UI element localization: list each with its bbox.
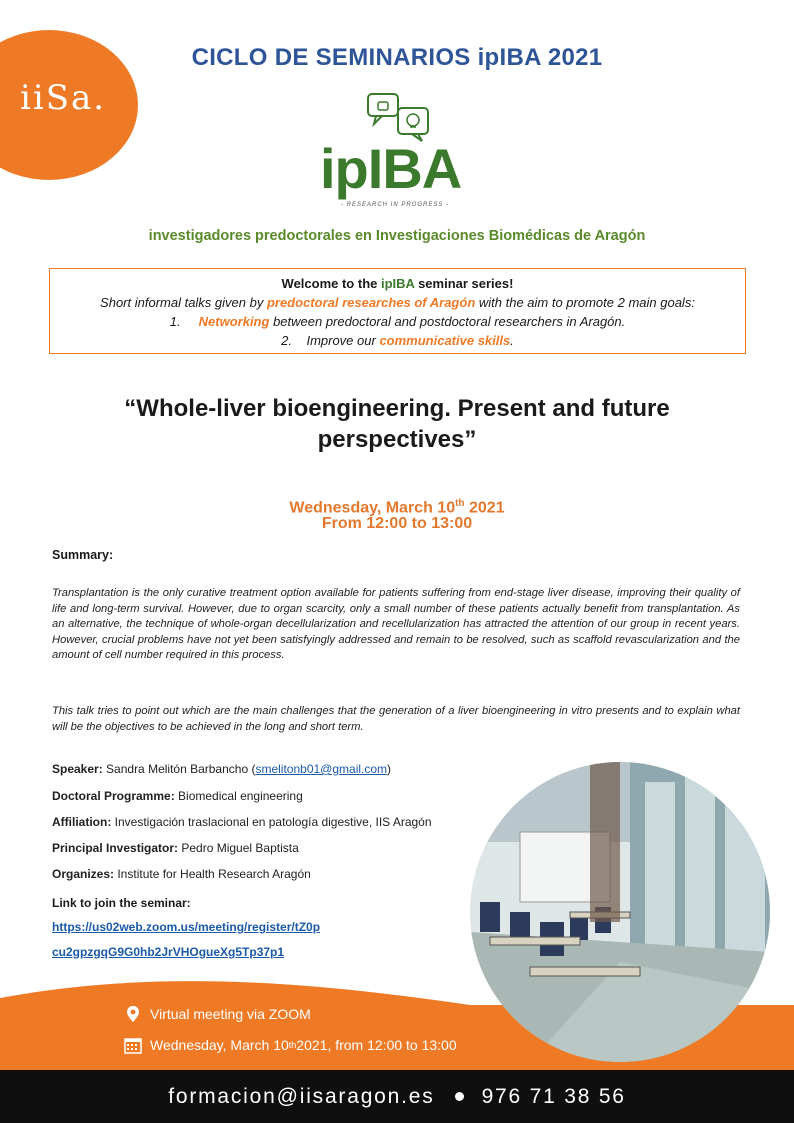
welcome-description [50,293,745,312]
join-label: Link to join the seminar: [52,896,191,910]
welcome-brand: ipIBA [380,276,415,291]
talk-title [60,393,734,455]
goal-item-1 [50,312,745,331]
goal-highlight: communicative skills [379,333,511,348]
join-link-continued[interactable]: cu2gpzgqG9G0hb2JrVHOgueXg5Tp37p1 [52,945,285,959]
organizes-label: Organizes: [52,867,115,881]
goal-highlight: Networking [198,314,270,329]
affiliation-value: Investigación traslacional en patología digestive, IIS Aragón [111,815,432,829]
affiliation-label: Affiliation: [52,815,112,829]
speaker-label: Speaker: [52,762,103,776]
speaker-close-paren: ) [387,762,392,776]
pi-value: Pedro Miguel Baptista [178,841,299,855]
ipiba-logo-tagline: - RESEARCH IN PROGRESS - [340,202,449,208]
programme-row [52,789,303,803]
programme-label: Doctoral Programme: [52,789,175,803]
ipiba-logo-wordmark: ipIBA [320,137,462,200]
welcome-desc-text: Short informal talks given by [100,295,267,310]
meeting-date-suffix: th [288,1040,297,1050]
summary-paragraph-1: Transplantation is the only curative treatment option available for patients suffering from end-stage liver disease, improving their quality of life and long-term survival. However, due to organ scarcity, only a small number of these patients actually benefit from transplantation. As an alternative, the technique of whole-organ decellularization and recellularization has attracted the attention of our group in recent years. However, crucial problems have not yet been satisfyingly addressed and remain to be resolved, such as scaffold revascularization and the amount of cell number required in this process. [52,587,740,661]
join-link[interactable]: https://us02web.zoom.us/meeting/register/tZ0p [52,920,321,934]
footer-email[interactable]: formacion@iisaragon.es [168,1084,435,1108]
goal-number: 2. [281,333,292,348]
institute-logo-text: iiSa. [20,78,107,118]
goal-number: 1. [169,314,181,329]
goal-item-2 [50,331,745,350]
meeting-datetime [124,1036,457,1054]
bullet-dot-icon [455,1092,464,1101]
talk-title-line-2: perspectives” [317,426,477,453]
meeting-date-rest: 2021, from 12:00 to 13:00 [296,1037,457,1053]
pi-label: Principal Investigator: [52,841,179,855]
lecture-room-photo [470,762,770,1062]
footer-bar [0,1070,794,1123]
welcome-heading-end: seminar series! [414,276,514,291]
affiliation-row [52,815,432,829]
meeting-location [124,1005,311,1023]
speaker-row [52,762,391,776]
location-pin-icon [124,1005,142,1023]
talk-title-line-1: “Whole-liver bioengineering. Present and future [124,395,670,422]
goal-text: between predoctoral and postdoctoral researchers in Aragón. [269,314,626,329]
organization-subtitle: investigadores predoctorales en Investigaciones Biomédicas de Aragón [148,228,646,244]
welcome-desc-end: with the aim to promote 2 main goals: [475,295,695,310]
organizes-value: Institute for Health Research Aragón [114,867,311,881]
summary-paragraph-2: This talk tries to point out which are the main challenges that the generation of a liver bioengineering in vitro presents and to explain what will be the objectives to be achieved in the long and short term. [52,705,740,733]
meeting-location-text: Virtual meeting via ZOOM [150,1006,311,1022]
speech-bubbles-icon [366,92,432,142]
principal-investigator-row [52,841,299,855]
meeting-date-text: Wednesday, March 10 [150,1037,289,1053]
talk-date-text: Wednesday, March 10 [289,499,456,517]
welcome-heading [50,274,745,293]
footer-phone[interactable]: 976 71 38 56 [481,1084,626,1108]
speaker-name: Sandra Melitón Barbancho ( [102,762,256,776]
programme-value: Biomedical engineering [174,789,303,803]
goal-text: Improve our [306,333,380,348]
welcome-desc-highlight: predoctoral researches of Aragón [266,295,476,310]
goal-text-end: . [510,333,514,348]
talk-date-suffix: th [455,498,465,509]
organizes-row [52,867,311,881]
welcome-heading-text: Welcome to the [281,276,381,291]
summary-label: Summary: [52,548,114,562]
series-title: CICLO DE SEMINARIOS ipIBA 2021 [191,44,603,71]
welcome-box [49,268,746,354]
calendar-icon [124,1036,142,1054]
talk-time: From 12:00 to 13:00 [321,515,473,532]
talk-date-year: 2021 [464,499,505,517]
speaker-email-link[interactable]: smelitonb01@gmail.com [255,762,388,776]
